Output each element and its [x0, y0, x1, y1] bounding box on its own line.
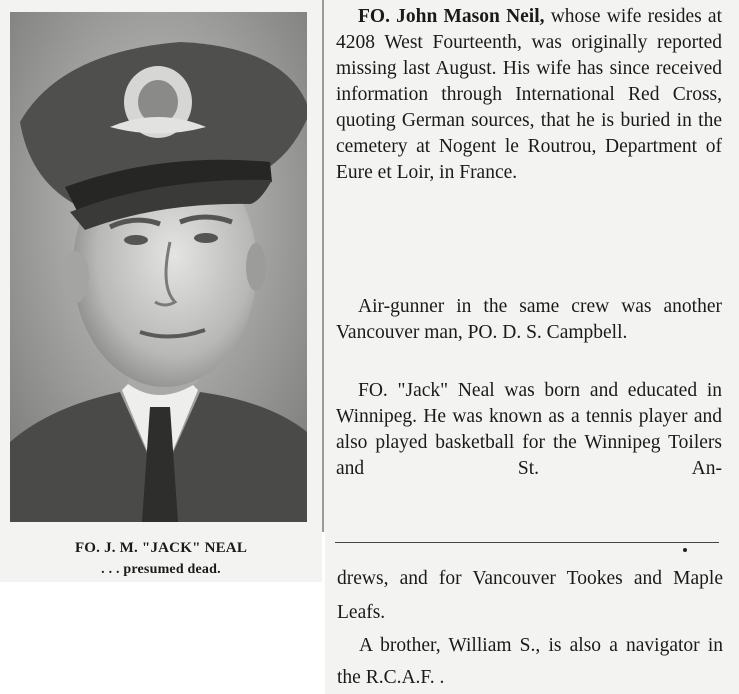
- article-paragraph-5: A brother, William S., is also a navigator in the R.C.A.F. .: [337, 635, 723, 688]
- article-paragraph-4: drews, and for Vancouver Tookes and Maple Leafs.: [337, 568, 723, 623]
- article-column-top: [322, 0, 739, 532]
- article-paragraph-3: FO. "Jack" Neal was born and educated in Winnipeg. He was known as a tennis player and also played basketball for the Winnipeg Toilers and St. An-: [336, 380, 722, 479]
- article-lead-name: FO. John Mason Neil,: [358, 6, 545, 27]
- article-column-continuation: [325, 532, 739, 694]
- column-divider-rule: [335, 542, 719, 543]
- photo-clipping: [0, 0, 322, 582]
- portrait-photo: [10, 12, 307, 522]
- portrait-illustration: [10, 12, 307, 522]
- print-dot: [683, 548, 687, 552]
- article-paragraph-2: Air-gunner in the same crew was another Vancouver man, PO. D. S. Campbell.: [336, 296, 722, 343]
- photo-caption-status: . . . presumed dead.: [101, 562, 221, 577]
- article-paragraph-1: [336, 4, 722, 186]
- article-paragraph-1-body: whose wife resides at 4208 West Fourteenth, was originally reported missing last August. His wife has since received information through International Red Cross, quoting German sources, that he is buried in the cemetery at Nogent le Routrou, Department of Eure et Loir, in France.: [336, 6, 722, 183]
- photo-caption-name: FO. J. M. "JACK" NEAL: [74, 540, 248, 556]
